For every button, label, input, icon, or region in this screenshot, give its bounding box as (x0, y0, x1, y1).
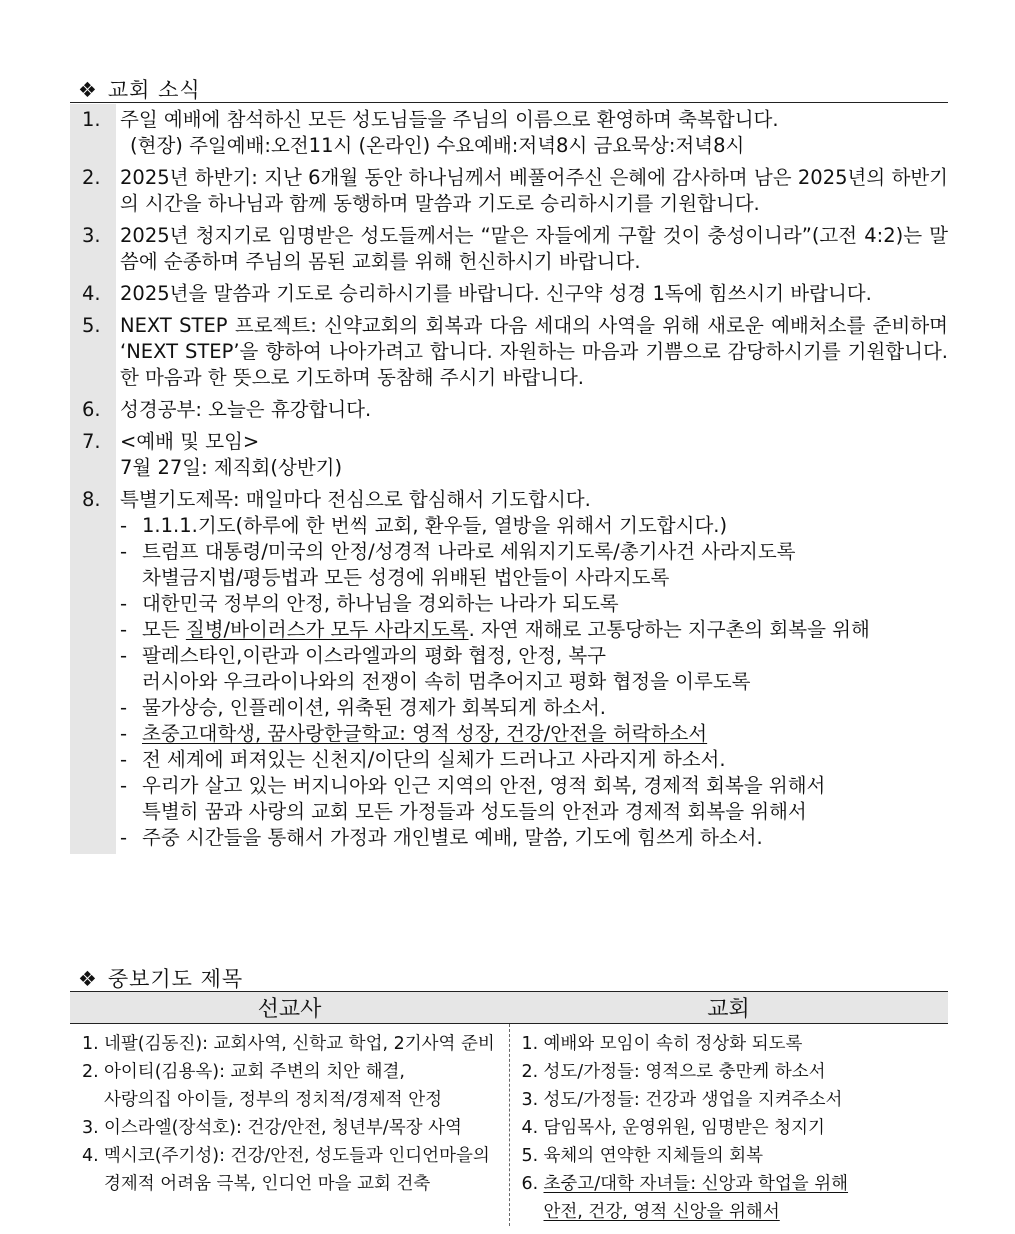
prayer-list-text-part: 아이티(김용옥): 교회 주변의 치안 해결, (104, 1062, 405, 1082)
prayer-list-item (82, 1058, 503, 1114)
prayer-bullet-text-part: 대한민국 정부의 안정, 하나님을 경외하는 나라가 되도록 (142, 592, 619, 615)
dash-marker: - (120, 618, 128, 641)
news-item-line: 2025년 청지기로 임명받은 성도들께서는 “맡은 자들에게 구할 것이 충성이니라”(고전 4:2)는 말씀에 순종하며 주님의 몸된 교회를 위해 헌신하시기 바랍니다. (120, 224, 948, 273)
news-item-line: 7월 27일: 제직회(상반기) (120, 456, 343, 479)
prayer-bullet (120, 513, 948, 539)
news-item-number: 3. (70, 220, 116, 278)
prayer-bullet-text-part: 물가상승, 인플레이션, 위축된 경제가 회복되게 하소서. (142, 696, 607, 719)
prayer-section-title (78, 963, 243, 993)
news-item-number: 8. (70, 484, 116, 854)
news-item-number: 4. (70, 278, 116, 310)
news-item-body (116, 104, 948, 162)
prayer-list-number: 5. (521, 1146, 539, 1166)
prayer-bullet-underlined: 초중고대학생, 꿈사랑한글학교: 영적 성장, 건강/안전을 허락하소서 (142, 722, 708, 745)
prayer-list-item (522, 1058, 943, 1086)
prayer-list-row (82, 1114, 503, 1142)
prayer-list-number: 3. (521, 1090, 539, 1110)
news-item-line: (현장) 주일예배:오전11시 (온라인) 수요예배:저녁8시 금요묵상:저녁8시 (130, 134, 745, 157)
prayer-bullet (120, 773, 948, 799)
prayer-list-number: 3. (82, 1118, 99, 1138)
prayer-list-text (104, 1142, 490, 1170)
prayer-list-text (104, 1114, 462, 1142)
column-header-church: 교회 (509, 992, 948, 1024)
news-item-line: <예배 및 모임> (120, 430, 260, 453)
prayer-list-underlined: 안전, 건강, 영적 신앙을 위해서 (543, 1202, 780, 1222)
prayer-list-row (82, 1030, 503, 1058)
news-item (70, 278, 948, 310)
column-header-missionaries: 선교사 (70, 992, 509, 1024)
news-section-title (78, 74, 201, 104)
news-item-number: 1. (70, 104, 116, 162)
prayer-list-item (522, 1170, 943, 1226)
prayer-bullet-continuation: 러시아와 우크라이나와의 전쟁이 속히 멈추어지고 평화 협정을 이루도록 (142, 670, 751, 693)
prayer-list-text-part: 네팔(김동진): 교회사역, 신학교 학업, 2기사역 준비 (104, 1034, 495, 1054)
prayer-bullet (120, 747, 948, 773)
prayer-list-text-part: 성도/가정들: 영적으로 충만케 하소서 (543, 1062, 826, 1082)
prayer-list-text-part: 육체의 연약한 지체들의 회복 (543, 1146, 764, 1166)
prayer-bullet (120, 721, 948, 747)
prayer-bullet-text-part: 주중 시간들을 통해서 가정과 개인별로 예배, 말씀, 기도에 힘쓰게 하소서. (142, 826, 763, 849)
prayer-list-row (522, 1170, 943, 1198)
prayer-section-title-text: 중보기도 제목 (107, 967, 244, 991)
prayer-bullet (120, 539, 948, 565)
news-item-body (116, 220, 948, 278)
news-list (70, 104, 948, 854)
news-item-number: 6. (70, 394, 116, 426)
news-item-number: 2. (70, 162, 116, 220)
prayer-list-number: 4. (521, 1118, 539, 1138)
news-item-body (116, 394, 948, 426)
prayer-list-text (104, 1030, 495, 1058)
prayer-list-number: 6. (521, 1174, 539, 1194)
prayer-list-row (522, 1058, 943, 1086)
prayer-list-text-part: 성도/가정들: 건강과 생업을 지켜주소서 (543, 1090, 843, 1110)
prayer-bullet-text (142, 539, 796, 565)
prayer-list-text (544, 1058, 826, 1086)
prayer-bullet (120, 825, 948, 851)
prayer-bullet-underlined: 질병/바이러스가 모두 사라지도록 (185, 618, 469, 641)
news-section-rule (70, 102, 948, 103)
prayer-intro: 특별기도제목: 매일마다 전심으로 합심해서 기도합시다. (120, 488, 591, 511)
prayer-list-text-part: 예배와 모임이 속히 정상화 되도록 (543, 1034, 803, 1054)
prayer-list-text (544, 1114, 825, 1142)
news-section-title-text: 교회 소식 (107, 78, 201, 102)
prayer-bullet (120, 617, 948, 643)
dash-marker: - (120, 514, 128, 537)
dash-marker: - (120, 644, 128, 667)
prayer-list-text-part: 담임목사, 운영위원, 임명받은 청지기 (543, 1118, 825, 1138)
prayer-list-text (544, 1086, 843, 1114)
prayer-list-item (82, 1114, 503, 1142)
prayer-bullet-text (142, 617, 870, 643)
dash-marker: - (120, 774, 128, 797)
prayer-list-text (104, 1058, 405, 1086)
news-item-line: 성경공부: 오늘은 휴강합니다. (120, 398, 372, 421)
prayer-bullet-text (142, 643, 606, 669)
prayer-list-text (544, 1030, 803, 1058)
prayer-bullet (120, 695, 948, 721)
prayer-bullet (120, 591, 948, 617)
prayer-list-item (522, 1114, 943, 1142)
prayer-list-number: 2. (521, 1062, 539, 1082)
news-item-number: 7. (70, 426, 116, 484)
prayer-bullet-text-part: 트럼프 대통령/미국의 안정/성경적 나라로 세워지기도록/총기사건 사라지도록 (142, 540, 796, 563)
news-item (70, 104, 948, 162)
missionary-list (82, 1030, 503, 1198)
dash-marker: - (120, 592, 128, 615)
prayer-bullet-text-part: 1.1.1.기도(하루에 한 번씩 교회, 환우들, 열방을 위해서 기도합시다.) (142, 514, 728, 537)
prayer-bullet-text (142, 513, 727, 539)
news-item (70, 162, 948, 220)
news-item (70, 426, 948, 484)
prayer-list-text (544, 1142, 764, 1170)
prayer-bullet-text (142, 825, 763, 851)
prayer-list-number: 1. (521, 1034, 539, 1054)
prayer-list-continuation (522, 1198, 943, 1226)
diamond-bullet-icon: ❖ (78, 78, 98, 102)
prayer-bullet-text (142, 773, 825, 799)
prayer-bullet-text-part: 전 세계에 퍼져있는 신천지/이단의 실체가 드러나고 사라지게 하소서. (142, 748, 726, 771)
prayer-bullet-text-part: 모든 (142, 618, 186, 641)
prayer-list-underlined: 초중고/대학 자녀들: 신앙과 학업을 위해 (543, 1174, 849, 1194)
news-item-line: 2025년을 말씀과 기도로 승리하시기를 바랍니다. 신구약 성경 1독에 힘쓰시기 바랍니다. (120, 282, 872, 305)
prayer-bullet-continuation: 차별금지법/평등법과 모든 성경에 위배된 법안들이 사라지도록 (142, 566, 670, 589)
prayer-list-row (522, 1086, 943, 1114)
prayer-bullet-text-part: 우리가 살고 있는 버지니아와 인근 지역의 안전, 영적 회복, 경제적 회복을 위해서 (142, 774, 826, 797)
prayer-bullet-text-part: 팔레스타인,이란과 이스라엘과의 평화 협정, 안정, 복구 (142, 644, 607, 667)
news-item-body (116, 426, 948, 484)
news-item-body (116, 484, 948, 854)
news-item (70, 484, 948, 854)
news-item-body (116, 162, 948, 220)
prayer-list-continuation: 사랑의집 아이들, 정부의 정치적/경제적 안정 (104, 1090, 442, 1110)
prayer-list-item (522, 1030, 943, 1058)
dash-marker: - (120, 748, 128, 771)
diamond-bullet-icon: ❖ (78, 967, 98, 991)
prayer-list-number: 1. (82, 1034, 99, 1054)
prayer-bullet-text (142, 591, 619, 617)
dash-marker: - (120, 826, 128, 849)
prayer-table (70, 991, 948, 1226)
news-item (70, 310, 948, 394)
prayer-list-row (522, 1114, 943, 1142)
dash-marker: - (120, 722, 128, 745)
dash-marker: - (120, 696, 128, 719)
prayer-bullet (120, 643, 948, 669)
prayer-list-item (522, 1086, 943, 1114)
prayer-list-number: 4. (82, 1146, 99, 1166)
prayer-list-item (82, 1142, 503, 1198)
news-item-body (116, 310, 948, 394)
prayer-list-text-part: 이스라엘(장석호): 건강/안전, 청년부/목장 사역 (104, 1118, 462, 1138)
prayer-bullet-text (142, 721, 707, 747)
prayer-bullet-text-part: . 자연 재해로 고통당하는 지구촌의 회복을 위해 (468, 618, 870, 641)
news-item-number: 5. (70, 310, 116, 394)
prayer-bullet-continuation: 특별히 꿈과 사랑의 교회 모든 가정들과 성도들의 안전과 경제적 회복을 위해서 (142, 800, 807, 823)
news-item-body (116, 278, 948, 310)
news-item (70, 220, 948, 278)
prayer-bullet-text (142, 747, 726, 773)
prayer-list-row (82, 1142, 503, 1170)
prayer-list-row (522, 1142, 943, 1170)
prayer-list-continuation: 경제적 어려움 극복, 인디언 마을 교회 건축 (104, 1174, 431, 1194)
prayer-list-row (522, 1030, 943, 1058)
news-item-line: 주일 예배에 참석하신 모든 성도님들을 주님의 이름으로 환영하며 축복합니다. (120, 108, 779, 131)
prayer-list-number: 2. (82, 1062, 99, 1082)
news-item (70, 394, 948, 426)
prayer-list-text-part: 멕시코(주기성): 건강/안전, 성도들과 인디언마을의 (104, 1146, 490, 1166)
prayer-bullet-text (142, 695, 606, 721)
news-item-line: NEXT STEP 프로젝트: 신약교회의 회복과 다음 세대의 사역을 위해 새로운 예배처소를 준비하며 ‘NEXT STEP’을 향하여 나아가려고 합니다. 자원하는 마음과 기쁨으로 감당하시기를 기원합니다. 한 마음과 한 뜻으로 기도하며 동참해 주시기 바랍니다. (120, 314, 948, 389)
dash-marker: - (120, 540, 128, 563)
prayer-list-item (82, 1030, 503, 1058)
news-item-line: 2025년 하반기: 지난 6개월 동안 하나님께서 베풀어주신 은혜에 감사하며 남은 2025년의 하반기의 시간을 하나님과 함께 동행하며 말씀과 기도로 승리하시기를 기원합니다. (120, 166, 948, 215)
church-prayer-list (522, 1030, 943, 1226)
prayer-list-item (522, 1142, 943, 1170)
prayer-list-row (82, 1058, 503, 1086)
prayer-list-text (544, 1170, 849, 1198)
